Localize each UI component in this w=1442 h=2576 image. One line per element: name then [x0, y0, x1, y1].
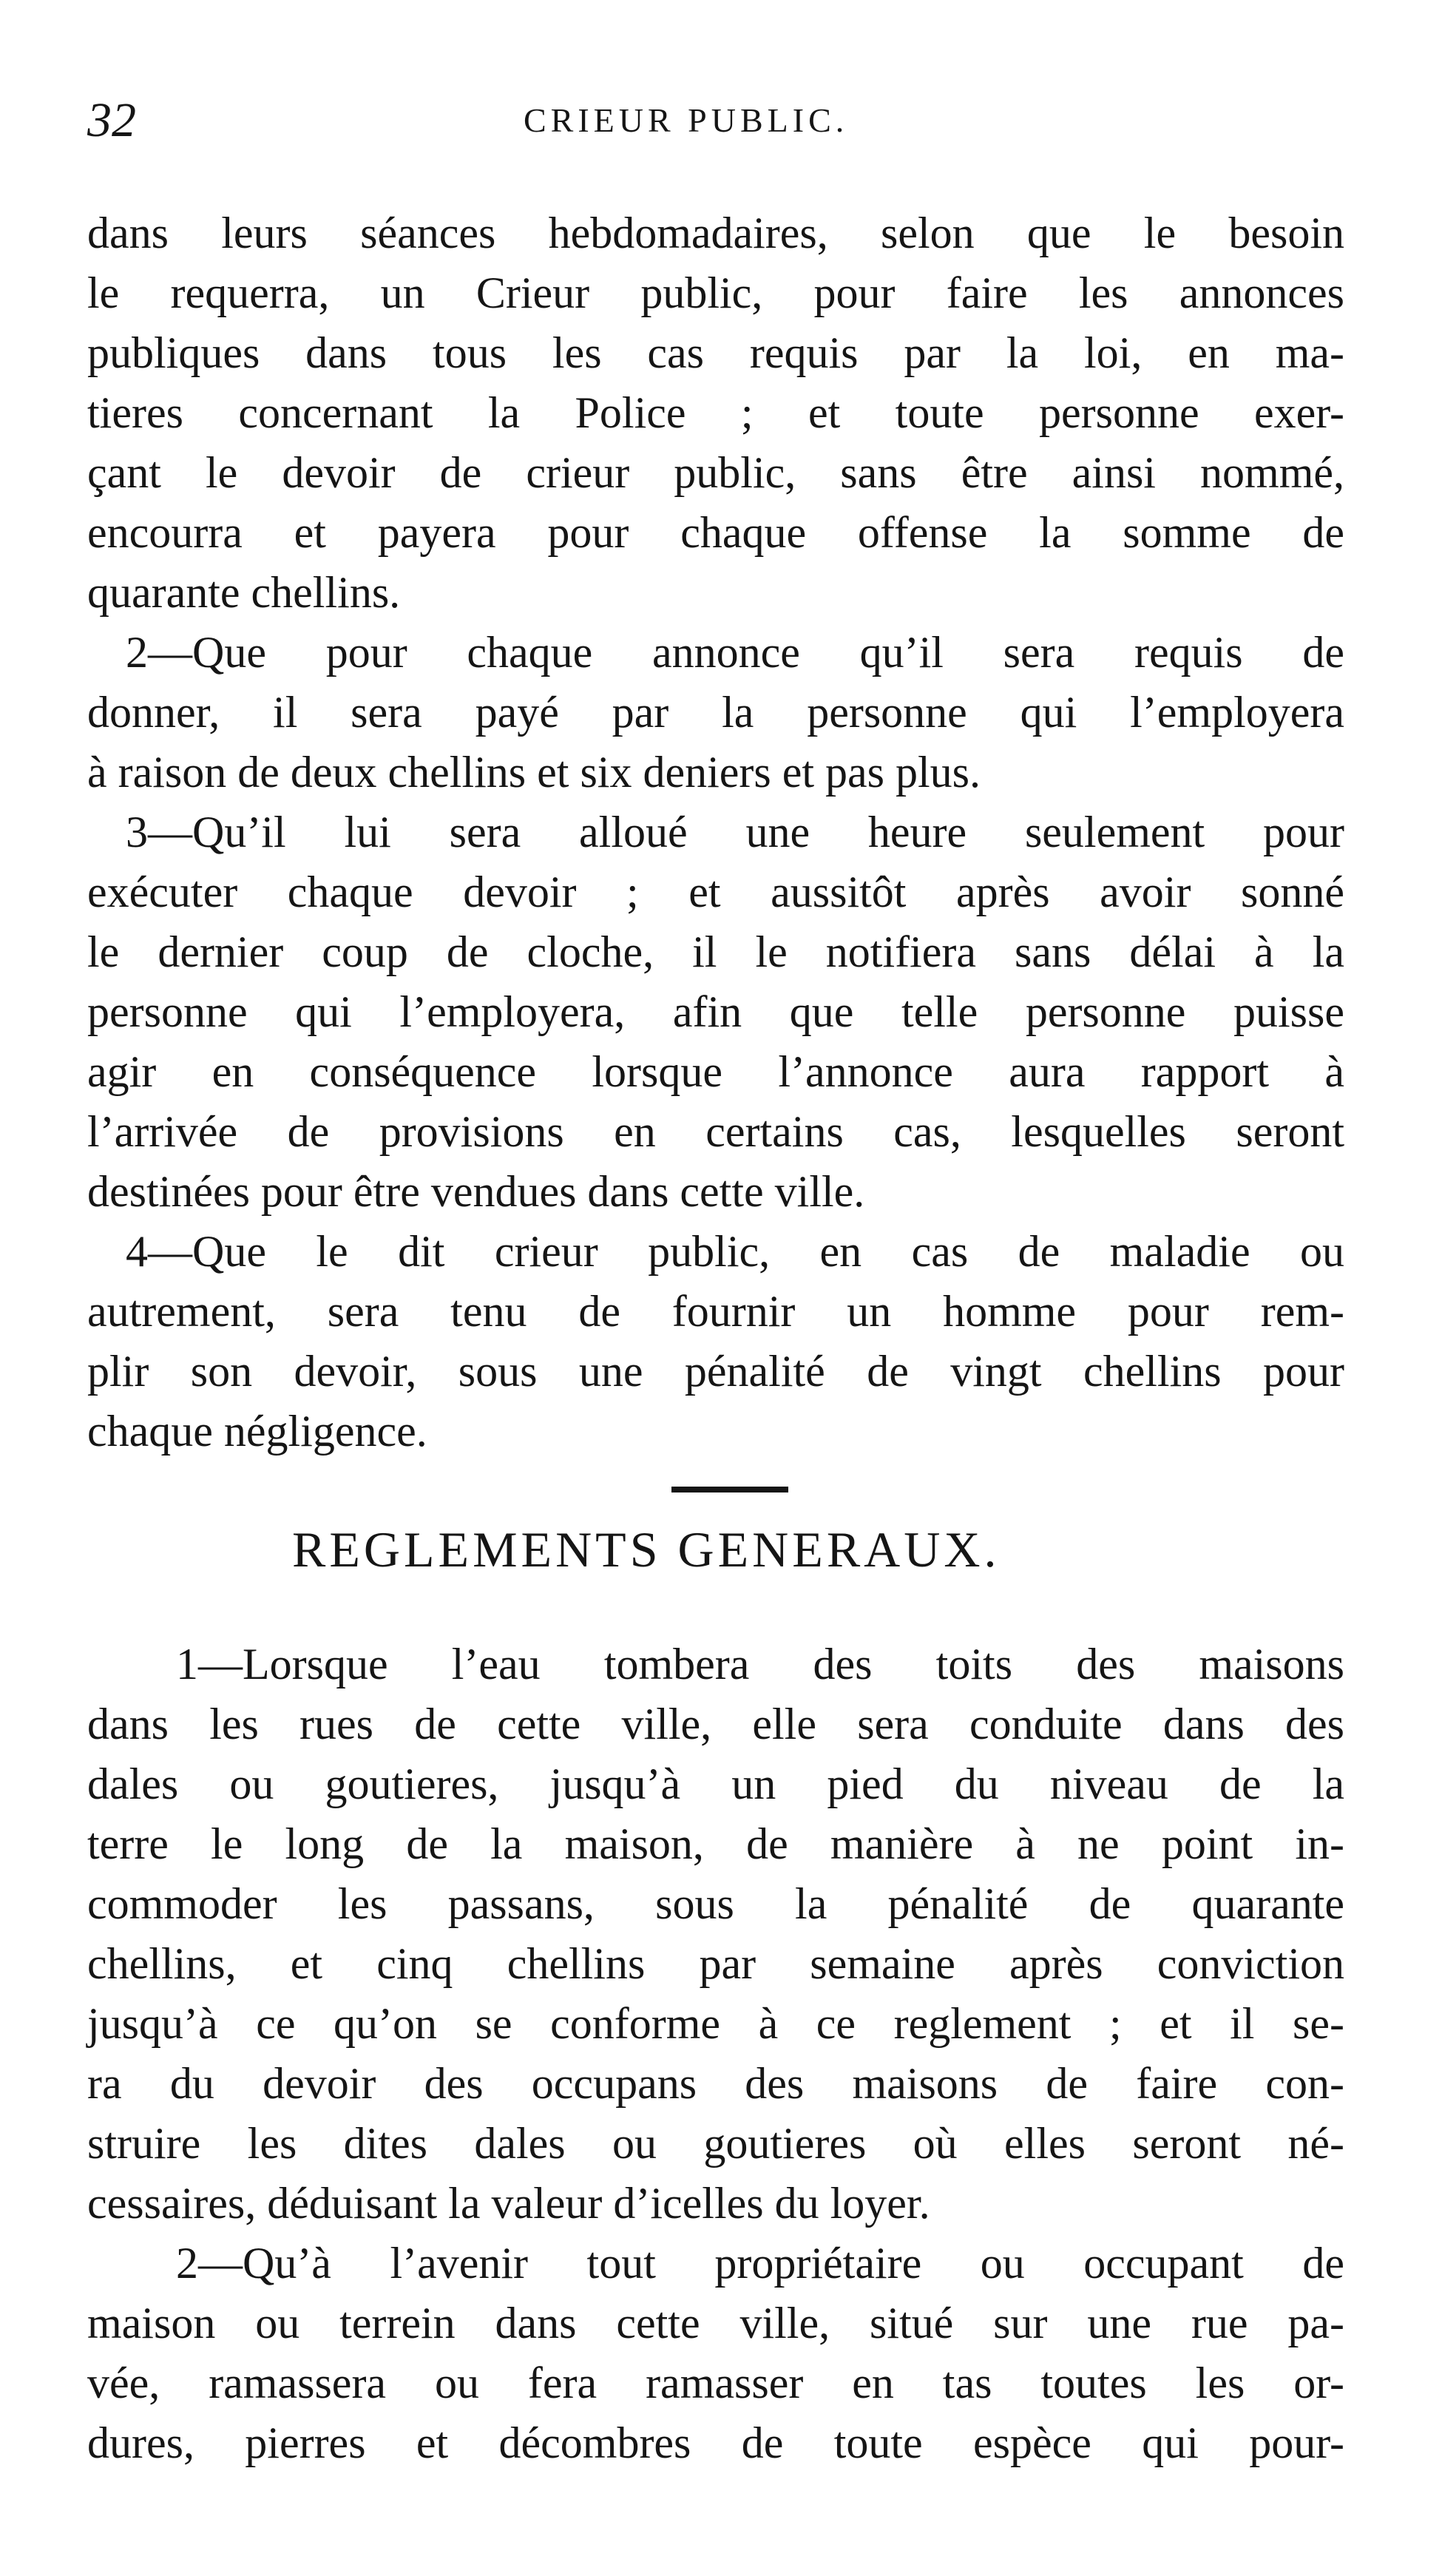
- upper-text-block: [87, 203, 1344, 1461]
- text-line: dans les rues de cette ville, elle sera conduite dans des: [87, 1700, 1344, 1748]
- text-line: dures, pierres et décombres de toute espèce qui pour-: [87, 2418, 1344, 2467]
- page-number: 32: [87, 93, 136, 147]
- text-line: l’arrivée de provisions en certains cas, lesquelles seront: [87, 1107, 1344, 1156]
- text-line: 4—Que le dit crieur public, en cas de maladie ou: [126, 1227, 1344, 1276]
- text-line: tieres concernant la Police ; et toute personne exer-: [87, 388, 1344, 437]
- section-divider: [671, 1487, 788, 1492]
- text-line: 2—Que pour chaque annonce qu’il sera requis de: [126, 628, 1344, 677]
- lower-text-block: [87, 1634, 1344, 2473]
- text-line: quarante chellins.: [87, 568, 401, 617]
- text-line: çant le devoir de crieur public, sans être ainsi nommé,: [87, 448, 1344, 497]
- text-line: terre le long de la maison, de manière à ne point in-: [87, 1819, 1344, 1868]
- text-line: chellins, et cinq chellins par semaine après conviction: [87, 1939, 1344, 1988]
- text-line: vée, ramassera ou fera ramasser en tas toutes les or-: [87, 2359, 1344, 2407]
- text-line: dales ou goutieres, jusqu’à un pied du niveau de la: [87, 1759, 1344, 1808]
- text-line: chaque négligence.: [87, 1407, 427, 1456]
- text-line: cessaires, déduisant la valeur d’icelles du loyer.: [87, 2179, 930, 2228]
- text-line: encourra et payera pour chaque offense la somme de: [87, 508, 1344, 557]
- text-line: exécuter chaque devoir ; et aussitôt après avoir sonné: [87, 868, 1344, 916]
- text-line: maison ou terrein dans cette ville, situé sur une rue pa-: [87, 2299, 1344, 2347]
- running-head: CRIEUR PUBLIC.: [524, 101, 849, 139]
- text-line: le requerra, un Crieur public, pour faire les annonces: [87, 268, 1344, 317]
- text-line: agir en conséquence lorsque l’annonce aura rapport à: [87, 1047, 1344, 1096]
- text-line: commoder les passans, sous la pénalité de quarante: [87, 1879, 1344, 1928]
- text-line: destinées pour être vendues dans cette ville.: [87, 1167, 865, 1216]
- text-line: struire les dites dales ou goutieres où elles seront né-: [87, 2119, 1344, 2168]
- text-line: autrement, sera tenu de fournir un homme pour rem-: [87, 1287, 1344, 1336]
- text-line: 2—Qu’à l’avenir tout propriétaire ou occupant de: [176, 2239, 1344, 2288]
- text-line: personne qui l’employera, afin que telle personne puisse: [87, 987, 1344, 1036]
- text-line: 3—Qu’il lui sera alloué une heure seulement pour: [126, 808, 1344, 856]
- text-line: le dernier coup de cloche, il le notifiera sans délai à la: [87, 927, 1344, 976]
- text-line: donner, il sera payé par la personne qui l’employera: [87, 688, 1344, 737]
- text-line: ra du devoir des occupans des maisons de faire con-: [87, 2059, 1344, 2108]
- page-header: [87, 87, 1344, 154]
- text-line: publiques dans tous les cas requis par la loi, en ma-: [87, 328, 1344, 377]
- text-line: plir son devoir, sous une pénalité de vingt chellins pour: [87, 1347, 1344, 1396]
- text-line: 1—Lorsque l’eau tombera des toits des maisons: [176, 1640, 1344, 1688]
- section-heading: REGLEMENTS GENERAUX.: [292, 1521, 1001, 1578]
- text-line: à raison de deux chellins et six deniers et pas plus.: [87, 748, 981, 797]
- text-line: dans leurs séances hebdomadaires, selon que le besoin: [87, 209, 1344, 257]
- text-line: jusqu’à ce qu’on se conforme à ce reglement ; et il se-: [87, 1999, 1344, 2048]
